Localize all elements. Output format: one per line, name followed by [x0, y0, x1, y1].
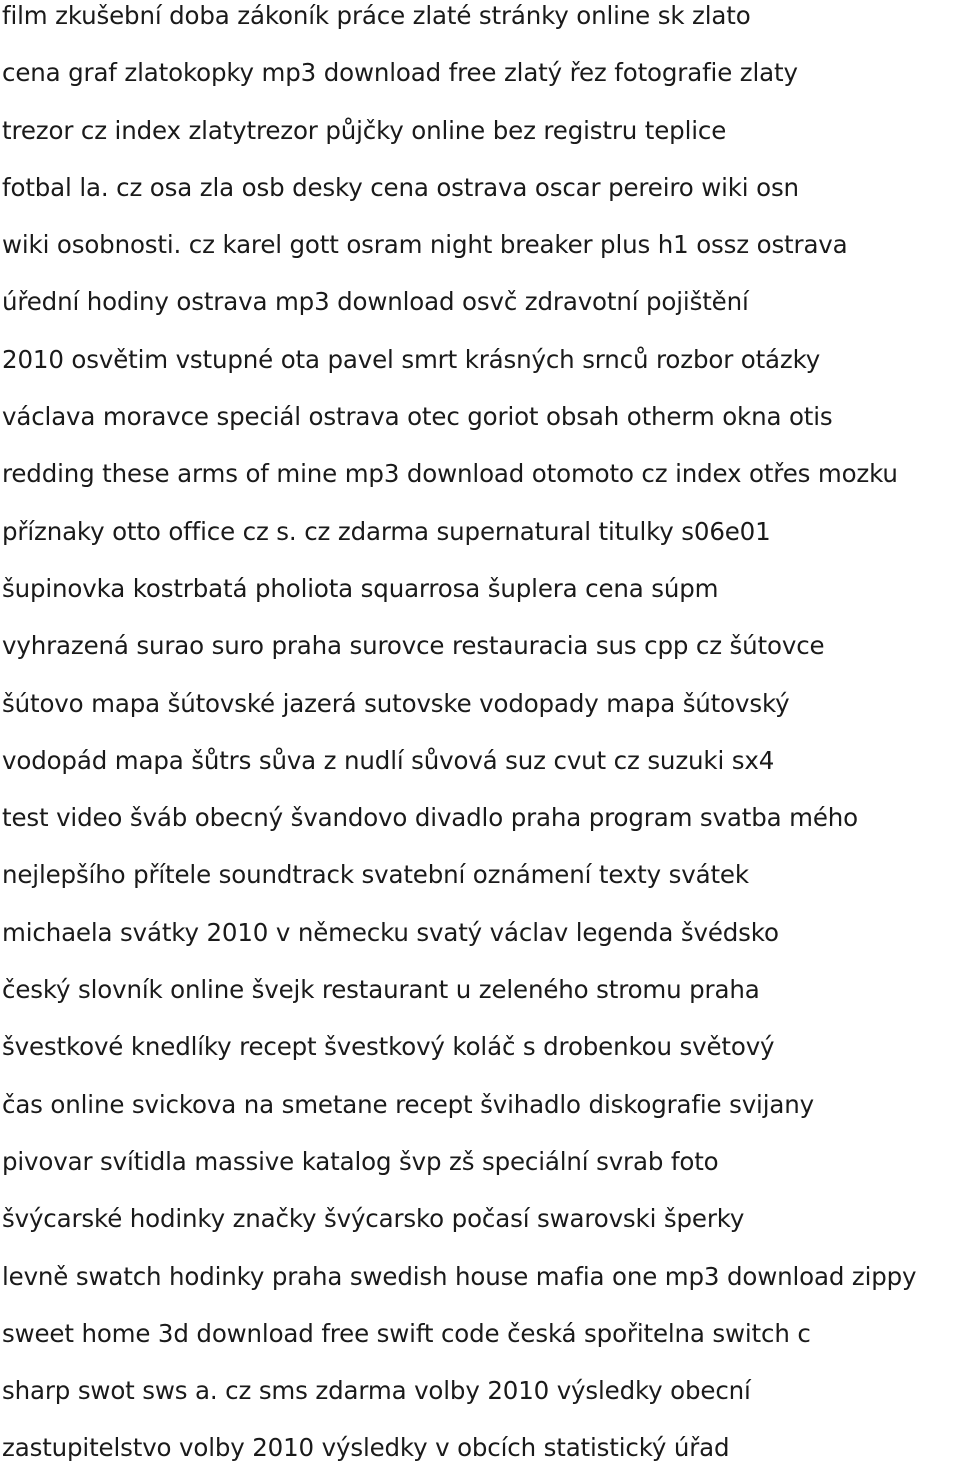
text-line: michaela svátky 2010 v německu svatý václav legenda švédsko: [2, 917, 779, 947]
text-line: wiki osobnosti. cz karel gott osram night breaker plus h1 ossz ostrava: [2, 230, 848, 260]
text-line: václava moravce speciál ostrava otec goriot obsah otherm okna otis: [2, 402, 833, 432]
text-line: zastupitelstvo volby 2010 výsledky v obcích statistický úřad: [2, 1433, 730, 1463]
text-line: cena graf zlatokopky mp3 download free zlatý řez fotografie zlaty: [2, 58, 798, 88]
text-line: vodopád mapa šůtrs sůva z nudlí sůvová suz cvut cz suzuki sx4: [2, 745, 775, 775]
text-line: test video šváb obecný švandovo divadlo praha program svatba mého: [2, 803, 858, 833]
text-line: redding these arms of mine mp3 download otomoto cz index otřes mozku: [2, 459, 898, 489]
text-line: nejlepšího přítele soundtrack svatební oznámení texty svátek: [2, 860, 749, 890]
text-line: sweet home 3d download free swift code česká spořitelna switch c: [2, 1318, 811, 1348]
text-line: čas online svickova na smetane recept švihadlo diskografie svijany: [2, 1089, 814, 1119]
text-line: vyhrazená surao suro praha surovce restauracia sus cpp cz šútovce: [2, 631, 825, 661]
text-line: pivovar svítidla massive katalog švp zš speciální svrab foto: [2, 1146, 719, 1176]
text-line: švestkové knedlíky recept švestkový koláč s drobenkou světový: [2, 1032, 775, 1062]
text-line: švýcarské hodinky značky švýcarsko počasí swarovski šperky: [2, 1204, 745, 1234]
text-line: příznaky otto office cz s. cz zdarma supernatural titulky s06e01: [2, 516, 771, 546]
text-line: sharp swot sws a. cz sms zdarma volby 2010 výsledky obecní: [2, 1376, 751, 1406]
text-line: šútovo mapa šútovské jazerá sutovske vodopady mapa šútovský: [2, 688, 790, 718]
text-line: trezor cz index zlatytrezor půjčky online bez registru teplice: [2, 115, 727, 145]
text-body: [2, 0, 916, 1477]
text-line: šupinovka kostrbatá pholiota squarrosa šuplera cena súpm: [2, 573, 719, 603]
text-line: 2010 osvětim vstupné ota pavel smrt krásných srnců rozbor otázky: [2, 344, 821, 374]
text-line: levně swatch hodinky praha swedish house mafia one mp3 download zippy: [2, 1261, 917, 1291]
text-line: český slovník online švejk restaurant u zeleného stromu praha: [2, 975, 760, 1005]
text-line: úřední hodiny ostrava mp3 download osvč zdravotní pojištění: [2, 287, 749, 317]
text-line: fotbal la. cz osa zla osb desky cena ostrava oscar pereiro wiki osn: [2, 172, 799, 202]
text-line: film zkušební doba zákoník práce zlaté stránky online sk zlato: [2, 1, 751, 30]
